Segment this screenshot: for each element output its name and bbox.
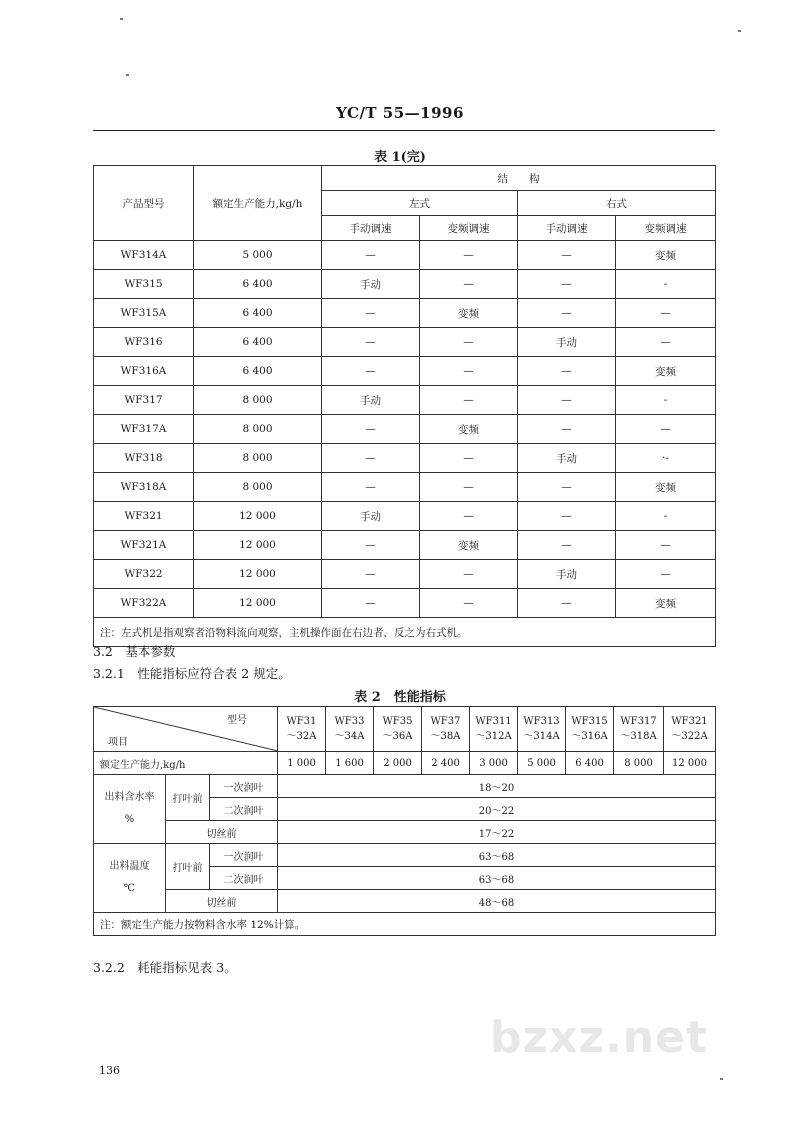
- table-row: [94, 299, 716, 328]
- before-threshing-label: 打叶前: [166, 775, 210, 821]
- right-manual-cell: —: [518, 589, 616, 618]
- capacity-cell: 8 000: [194, 473, 322, 502]
- right-vfd-cell: 变频: [616, 589, 716, 618]
- right-vfd-cell: —: [616, 560, 716, 589]
- model-cell: WF315: [94, 270, 194, 299]
- capacity-value: 1 600: [326, 752, 374, 775]
- temperature-value: 63～68: [278, 844, 716, 867]
- model-cell: WF315A: [94, 299, 194, 328]
- moisture-label: [94, 775, 166, 844]
- capacity-value: 6 400: [566, 752, 614, 775]
- capacity-value: 1 000: [278, 752, 326, 775]
- model-cell: WF317: [94, 386, 194, 415]
- model-range: ～38A: [430, 731, 461, 742]
- table-row: [94, 241, 716, 270]
- right-vfd-cell: 变频: [616, 473, 716, 502]
- model-header: [614, 707, 664, 752]
- model-header: [422, 707, 470, 752]
- capacity-value: 8 000: [614, 752, 664, 775]
- left-manual-cell: —: [322, 589, 420, 618]
- right-manual-cell: —: [518, 502, 616, 531]
- moisture-label-text: 出料含水率: [104, 792, 155, 803]
- capacity-cell: 12 000: [194, 589, 322, 618]
- table-row: [94, 560, 716, 589]
- right-vfd-cell: 变频: [616, 357, 716, 386]
- header-speed: 手动调速: [322, 216, 420, 241]
- table-row: [94, 328, 716, 357]
- right-manual-cell: —: [518, 357, 616, 386]
- model-name: WF35: [382, 716, 413, 727]
- left-vfd-cell: —: [420, 357, 518, 386]
- left-manual-cell: —: [322, 473, 420, 502]
- left-manual-cell: 手动: [322, 502, 420, 531]
- header-rated-capacity: 额定生产能力,kg/h: [194, 166, 322, 241]
- capacity-cell: 12 000: [194, 560, 322, 589]
- section-3-2-heading: 3.2 基本参数: [93, 644, 176, 659]
- standard-header: YC/T 55—1996: [336, 104, 464, 122]
- table1-caption: 表 1(完): [374, 150, 426, 165]
- diag-model-label: 型号: [227, 715, 248, 726]
- header-structure: 结 构: [322, 166, 716, 191]
- model-cell: WF318: [94, 444, 194, 473]
- scan-speck: [720, 1078, 723, 1080]
- table-row: [94, 589, 716, 618]
- model-header: [278, 707, 326, 752]
- left-vfd-cell: —: [420, 473, 518, 502]
- capacity-value: 2 000: [374, 752, 422, 775]
- diagonal-header-cell: [94, 707, 278, 752]
- left-manual-cell: —: [322, 299, 420, 328]
- right-vfd-cell: -: [616, 386, 716, 415]
- right-vfd-cell: -: [616, 270, 716, 299]
- section-3-2-2-text: 3.2.2 耗能指标见表 3。: [93, 960, 237, 975]
- header-speed: 变频调速: [616, 216, 716, 241]
- performance-table: [93, 706, 716, 936]
- right-manual-cell: —: [518, 415, 616, 444]
- model-cell: WF316A: [94, 357, 194, 386]
- before-cutting-label: 切丝前: [166, 890, 278, 913]
- model-range: ～318A: [620, 731, 657, 742]
- model-name: WF321: [671, 716, 708, 727]
- left-manual-cell: —: [322, 328, 420, 357]
- table-row: [94, 415, 716, 444]
- scan-speck: [120, 18, 123, 20]
- capacity-cell: 6 400: [194, 357, 322, 386]
- model-name: WF37: [430, 716, 461, 727]
- right-manual-cell: —: [518, 386, 616, 415]
- first-wet-leaf-label: 一次润叶: [210, 844, 278, 867]
- model-name: WF315: [571, 716, 608, 727]
- model-header: [566, 707, 614, 752]
- left-vfd-cell: —: [420, 270, 518, 299]
- left-manual-cell: —: [322, 241, 420, 270]
- header-right-type: 右式: [518, 191, 716, 216]
- table-row: [94, 502, 716, 531]
- left-vfd-cell: —: [420, 444, 518, 473]
- moisture-unit: %: [124, 814, 135, 825]
- model-cell: WF314A: [94, 241, 194, 270]
- model-cell: WF318A: [94, 473, 194, 502]
- model-range: ～32A: [286, 731, 317, 742]
- model-range: ～314A: [523, 731, 560, 742]
- left-vfd-cell: —: [420, 502, 518, 531]
- header-left-type: 左式: [322, 191, 518, 216]
- table-row: [94, 473, 716, 502]
- left-manual-cell: 手动: [322, 386, 420, 415]
- model-name: WF311: [475, 716, 512, 727]
- model-cell: WF322: [94, 560, 194, 589]
- right-vfd-cell: -: [616, 502, 716, 531]
- capacity-cell: 12 000: [194, 531, 322, 560]
- moisture-value: 17～22: [278, 821, 716, 844]
- page-number: 136: [99, 1064, 120, 1077]
- left-vfd-cell: —: [420, 560, 518, 589]
- capacity-cell: 5 000: [194, 241, 322, 270]
- model-cell: WF321A: [94, 531, 194, 560]
- header-speed: 手动调速: [518, 216, 616, 241]
- model-cell: WF317A: [94, 415, 194, 444]
- capacity-value: 12 000: [664, 752, 716, 775]
- right-vfd-cell: —: [616, 328, 716, 357]
- left-manual-cell: —: [322, 415, 420, 444]
- model-range: ～312A: [475, 731, 512, 742]
- table-row: [94, 531, 716, 560]
- model-range: ～322A: [671, 731, 708, 742]
- scan-speck: [126, 74, 129, 76]
- before-cutting-label: 切丝前: [166, 821, 278, 844]
- header-speed: 变频调速: [420, 216, 518, 241]
- left-vfd-cell: —: [420, 386, 518, 415]
- capacity-value: 2 400: [422, 752, 470, 775]
- capacity-cell: 6 400: [194, 299, 322, 328]
- left-manual-cell: —: [322, 560, 420, 589]
- capacity-cell: 8 000: [194, 386, 322, 415]
- first-wet-leaf-label: 一次润叶: [210, 775, 278, 798]
- left-vfd-cell: —: [420, 241, 518, 270]
- right-vfd-cell: —: [616, 531, 716, 560]
- right-vfd-cell: 变频: [616, 241, 716, 270]
- header-rule: [93, 130, 715, 131]
- right-manual-cell: —: [518, 270, 616, 299]
- left-manual-cell: —: [322, 357, 420, 386]
- model-header: [470, 707, 518, 752]
- model-header: [374, 707, 422, 752]
- table-row: [94, 357, 716, 386]
- table-row: [94, 270, 716, 299]
- capacity-value: 5 000: [518, 752, 566, 775]
- right-manual-cell: —: [518, 299, 616, 328]
- model-cell: WF322A: [94, 589, 194, 618]
- diag-item-label: 项目: [108, 737, 128, 748]
- left-manual-cell: —: [322, 444, 420, 473]
- right-manual-cell: —: [518, 473, 616, 502]
- left-manual-cell: 手动: [322, 270, 420, 299]
- model-range: ～316A: [571, 731, 608, 742]
- model-name: WF313: [523, 716, 560, 727]
- right-vfd-cell: ·-: [616, 444, 716, 473]
- capacity-cell: 12 000: [194, 502, 322, 531]
- right-vfd-cell: —: [616, 299, 716, 328]
- moisture-value: 20～22: [278, 798, 716, 821]
- capacity-value: 3 000: [470, 752, 518, 775]
- temperature-value: 63～68: [278, 867, 716, 890]
- right-manual-cell: 手动: [518, 444, 616, 473]
- product-structure-table: [93, 165, 716, 647]
- table2-note: 注：额定生产能力按物料含水率 12%计算。: [94, 913, 716, 936]
- moisture-value: 18～20: [278, 775, 716, 798]
- capacity-cell: 6 400: [194, 270, 322, 299]
- model-cell: WF316: [94, 328, 194, 357]
- capacity-cell: 8 000: [194, 444, 322, 473]
- temperature-label-text: 出料温度: [109, 861, 150, 872]
- section-3-2-1-text: 3.2.1 性能指标应符合表 2 规定。: [93, 666, 291, 681]
- left-manual-cell: —: [322, 531, 420, 560]
- temperature-label: [94, 844, 166, 913]
- scan-speck: [738, 30, 741, 32]
- model-header: [664, 707, 716, 752]
- left-vfd-cell: 变频: [420, 299, 518, 328]
- model-range: ～34A: [334, 731, 365, 742]
- header-product-model: 产品型号: [94, 166, 194, 241]
- model-name: WF31: [286, 716, 317, 727]
- before-threshing-label: 打叶前: [166, 844, 210, 890]
- left-vfd-cell: —: [420, 328, 518, 357]
- temperature-unit: ℃: [123, 883, 136, 894]
- right-manual-cell: 手动: [518, 560, 616, 589]
- model-cell: WF321: [94, 502, 194, 531]
- table-row: [94, 386, 716, 415]
- right-manual-cell: 手动: [518, 328, 616, 357]
- table1-note: 注：左式机是指观察者沿物料流向观察，主机操作面在右边者，反之为右式机。: [94, 618, 716, 647]
- table2-caption: 表 2 性能指标: [354, 690, 446, 705]
- temperature-value: 48～68: [278, 890, 716, 913]
- capacity-label: 额定生产能力,kg/h: [94, 752, 278, 775]
- second-wet-leaf-label: 二次润叶: [210, 798, 278, 821]
- watermark: bzxz.net: [490, 1012, 709, 1063]
- left-vfd-cell: 变频: [420, 531, 518, 560]
- model-range: ～36A: [382, 731, 413, 742]
- right-manual-cell: —: [518, 531, 616, 560]
- left-vfd-cell: 变频: [420, 415, 518, 444]
- model-header: [518, 707, 566, 752]
- right-vfd-cell: —: [616, 415, 716, 444]
- model-header: [326, 707, 374, 752]
- capacity-cell: 6 400: [194, 328, 322, 357]
- model-name: WF33: [334, 716, 365, 727]
- capacity-cell: 8 000: [194, 415, 322, 444]
- table-row: [94, 444, 716, 473]
- left-vfd-cell: —: [420, 589, 518, 618]
- right-manual-cell: —: [518, 241, 616, 270]
- second-wet-leaf-label: 二次润叶: [210, 867, 278, 890]
- model-name: WF317: [620, 716, 657, 727]
